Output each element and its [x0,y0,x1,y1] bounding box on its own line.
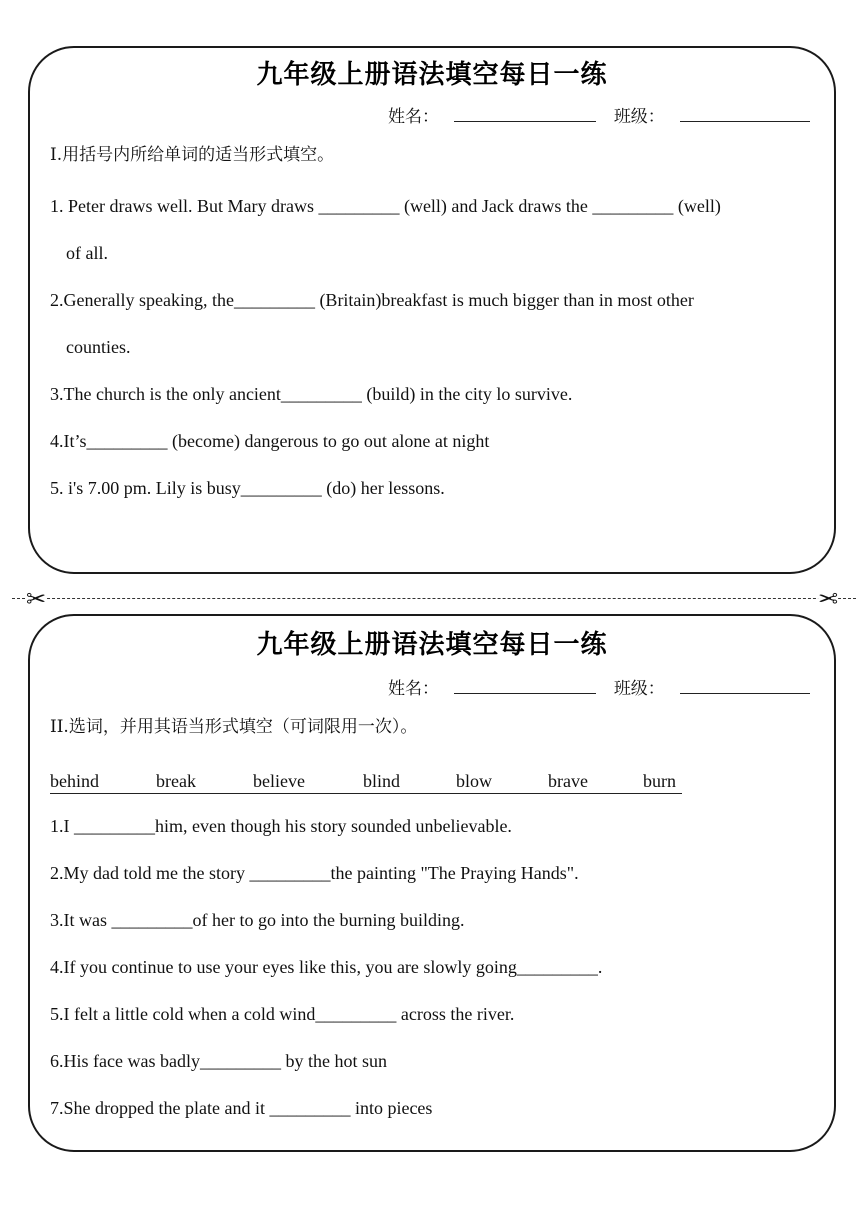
question-line: 1. Peter draws well. But Mary draws _________ (well) and Jack draws the _________ (well) [50,196,721,216]
name-blank[interactable] [454,107,596,122]
class-blank[interactable] [680,107,810,122]
question-line: of all. [66,243,108,263]
worksheet-title: 九年级上册语法填空每日一练 [256,630,608,660]
word-bank-item: brave [548,771,588,791]
class-blank[interactable] [680,679,810,694]
name-class-row [388,674,810,699]
question-line: 7.She dropped the plate and it _________ into pieces [50,1098,433,1118]
name-label: 姓名： [388,679,439,699]
section-heading: II.选词，并用其语当形式填空（可词限用一次）。 [50,717,418,737]
question-line: 2.My dad told me the story _________the painting "The Praying Hands". [50,863,579,883]
worksheet-title: 九年级上册语法填空每日一练 [256,60,608,90]
word-bank-underline [50,793,682,794]
question-line: 2.Generally speaking, the_________ (Britain)breakfast is much bigger than in most other [50,290,694,310]
question-line: 5.I felt a little cold when a cold wind_________ across the river. [50,1004,515,1024]
section-heading: I.用括号内所给单词的适当形式填空。 [50,145,335,165]
exercise-card-1 [28,46,836,574]
word-bank [50,771,682,795]
class-label: 班级： [613,107,665,127]
question-line: 4.If you continue to use your eyes like this, you are slowly going_________. [50,957,603,977]
question-line: counties. [66,337,131,357]
question-line: 5. i's 7.00 pm. Lily is busy_________ (do) her lessons. [50,478,445,498]
exercise-card-2 [28,614,836,1152]
word-bank-item: believe [253,771,305,791]
word-bank-item: break [156,771,196,791]
cut-line [12,598,856,599]
question-line: 1.I _________him, even though his story sounded unbelievable. [50,816,512,836]
question-line: 3.It was _________of her to go into the burning building. [50,910,465,930]
class-label: 班级： [613,679,665,699]
word-bank-item: behind [50,771,99,791]
scissors-icon: ✂ [26,585,47,613]
question-line: 4.It’s_________ (become) dangerous to go out alone at night [50,431,490,451]
word-bank-item: blind [363,771,401,791]
name-label: 姓名： [388,107,439,127]
question-line: 3.The church is the only ancient_________ (build) in the city lo survive. [50,384,573,404]
name-blank[interactable] [454,679,596,694]
word-bank-item: burn [643,771,676,791]
scissors-icon: ✂ [818,585,839,613]
name-class-row [388,102,810,127]
word-bank-item: blow [456,771,492,791]
question-line: 6.His face was badly_________ by the hot sun [50,1051,387,1071]
